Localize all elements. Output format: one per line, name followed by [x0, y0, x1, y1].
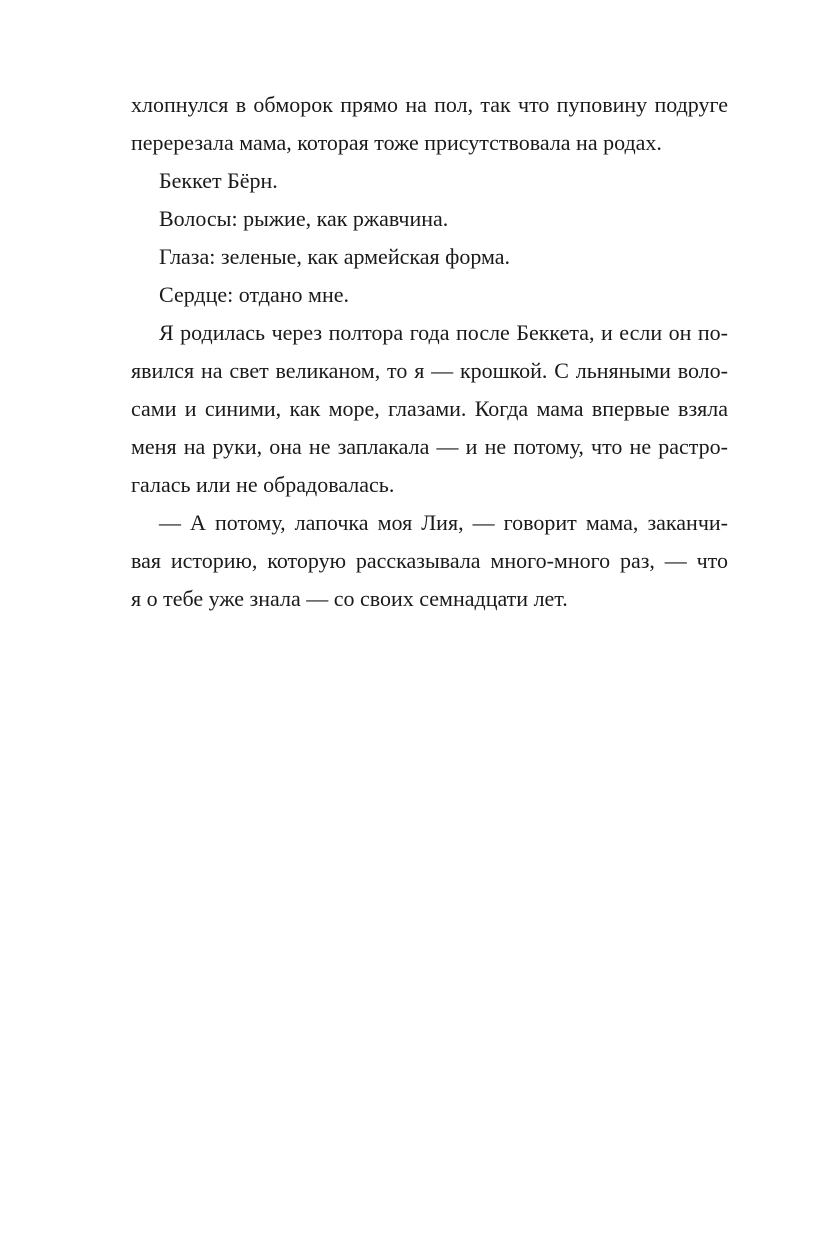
text-line: Я родилась через полтора года после Беккета, и если он по- — [159, 320, 728, 345]
text-line: хлопнулся в обморок прямо на пол, так что пуповину подруге — [131, 92, 728, 117]
text-line: — А потому, лапочка моя Лия, — говорит мама, заканчи- — [159, 510, 728, 535]
text-line: меня на руки, она не заплакала — и не потому, что не растро- — [131, 434, 728, 459]
text-line: Беккет Бёрн. — [159, 168, 278, 193]
text-line: Волосы: рыжие, как ржавчина. — [159, 206, 449, 231]
text-line: я о тебе уже знала — со своих семнадцати лет. — [131, 586, 568, 611]
text-line: явился на свет великаном, то я — крошкой. С льняными воло- — [131, 358, 728, 383]
text-line: Сердце: отдано мне. — [159, 282, 349, 307]
text-line: перерезала мама, которая тоже присутствовала на родах. — [131, 130, 662, 155]
page-text — [131, 86, 728, 618]
text-line: Глаза: зеленые, как армейская форма. — [159, 244, 511, 269]
text-line: галась или не обрадовалась. — [131, 472, 395, 497]
text-line: вая историю, которую рассказывала много-много раз, — что — [131, 548, 728, 573]
text-line: сами и синими, как море, глазами. Когда мама впервые взяла — [131, 396, 728, 421]
